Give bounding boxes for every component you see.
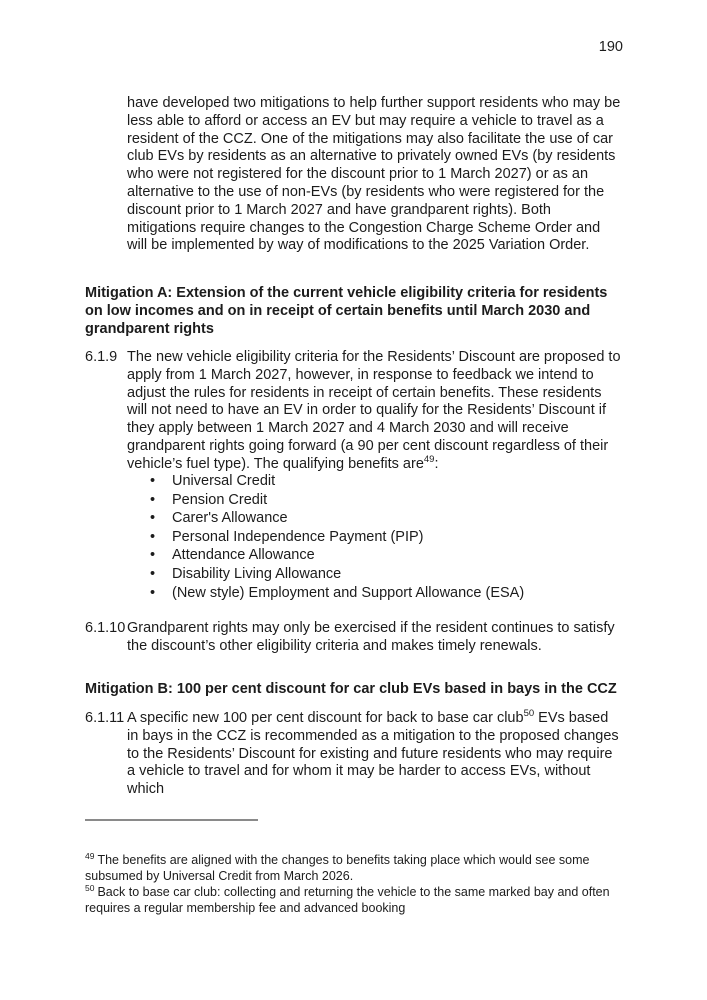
bullet-icon: • <box>150 565 156 582</box>
list-item-label: Disability Living Allowance <box>172 565 342 582</box>
heading-mitigation-a: Mitigation A: Extension of the current vehicle eligibility criteria for residents on low incomes and on in receipt of certain benefits until March 2030 and grandparent rights <box>85 285 608 337</box>
paragraph-number: 6.1.11 <box>85 710 125 726</box>
footnote-ref-50: 50 <box>523 708 535 720</box>
list-item <box>149 509 589 528</box>
paragraph-text-tail: : <box>434 455 439 472</box>
list-item <box>149 546 589 565</box>
list-item <box>149 565 589 584</box>
footnote <box>85 884 622 916</box>
list-item-label: Carer's Allowance <box>172 510 288 527</box>
list-item <box>149 491 589 510</box>
paragraph-number: 6.1.9 <box>85 349 118 365</box>
bullet-icon: • <box>150 528 156 545</box>
list-item-label: Universal Credit <box>172 473 276 489</box>
benefits-list <box>149 472 589 602</box>
bullet-icon: • <box>150 584 156 601</box>
bullet-icon: • <box>150 491 156 508</box>
list-item <box>149 472 589 491</box>
paragraph-text: A specific new 100 per cent discount for back to base car club <box>127 710 524 726</box>
footnote-text: Back to base car club: collecting and returning the vehicle to the same marked bay and often requires a regular membership fee and advanced booking <box>85 885 610 915</box>
page-number: 190 <box>598 39 623 55</box>
list-item-label: Personal Independence Payment (PIP) <box>172 528 424 545</box>
bullet-icon: • <box>150 547 156 564</box>
footnote <box>85 852 622 884</box>
footnotes <box>85 852 622 916</box>
paragraph-text: The new vehicle eligibility criteria for the Residents’ Discount are proposed to apply from 1 March 2027, however, in response to feedback we intend to adjust the rules for residents in receipt of certain benefits. These residents will not need to have an EV in order to qualify for the Residents’ Discount if they apply between 1 March 2027 and 4 March 2030 and will receive grandparent rights going forward (a 90 per cent discount regardless of their vehicle’s fuel type). The qualifying benefits are <box>127 349 621 472</box>
footnote-number: 50 <box>85 882 95 893</box>
list-item <box>149 528 589 547</box>
list-item-label: Attendance Allowance <box>172 547 315 564</box>
paragraph-number: 6.1.10 <box>85 620 126 636</box>
bullet-icon: • <box>150 473 156 489</box>
paragraph-6-1-11 <box>85 710 622 799</box>
intro-paragraph: have developed two mitigations to help further support residents who may be less able to afford or access an EV but may require a vehicle to travel as a resident of the CCZ. One of the mitigations may also facilitate the use of car club EVs by residents as an alternative to privately owned EVs (by residents who were not registered for the discount prior to 1 March 2027) or as an alternative to the use of non-EVs (by residents who were registered for the discount prior to 1 March 2027 and have grandparent rights). Both mitigations require changes to the Congestion Charge Scheme Order and will be implemented by way of modifications to the 2025 Variation Order. <box>127 95 621 254</box>
paragraph-6-1-10 <box>85 620 622 656</box>
paragraph-text-tail: EVs based in bays in the CCZ is recommended as a mitigation to the proposed changes to the Residents’ Discount for existing and future residents who may require a vehicle to travel and for whom it may be harder to access EVs, without which <box>127 710 619 798</box>
footnote-text: The benefits are aligned with the changes to benefits taking place which would see some subsumed by Universal Credit from March 2026. <box>85 853 590 883</box>
paragraph-text: Grandparent rights may only be exercised if the resident continues to satisfy the discount’s other eligibility criteria and makes timely renewals. <box>127 620 615 654</box>
list-item-label: (New style) Employment and Support Allowance (ESA) <box>172 584 525 601</box>
footnote-number: 49 <box>85 850 95 861</box>
footnote-separator <box>85 819 258 821</box>
footnote-ref-49: 49 <box>423 453 435 465</box>
heading-mitigation-b: Mitigation B: 100 per cent discount for car club EVs based in bays in the CCZ <box>85 681 617 697</box>
list-item <box>149 584 589 603</box>
bullet-icon: • <box>150 510 156 527</box>
paragraph-6-1-9 <box>85 349 622 474</box>
list-item-label: Pension Credit <box>172 491 268 508</box>
